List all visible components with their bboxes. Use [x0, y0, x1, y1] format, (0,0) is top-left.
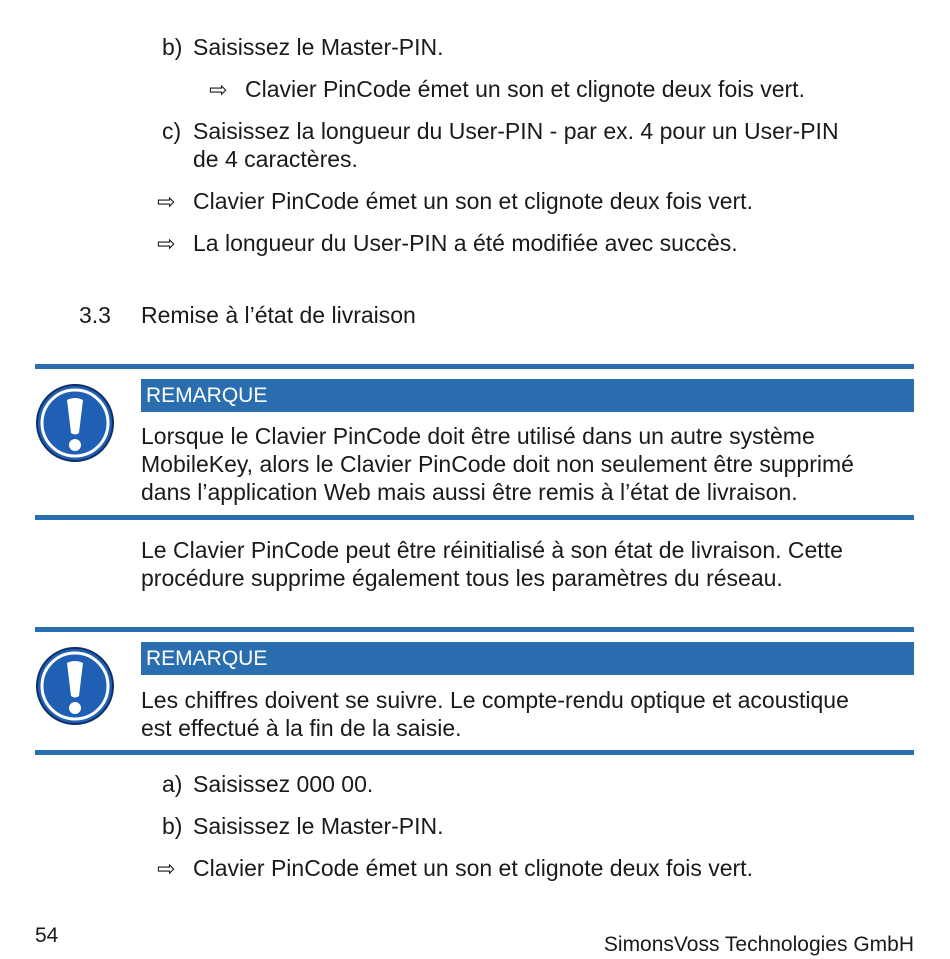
step-b-top: [162, 33, 444, 61]
notice-line: dans l’application Web mais aussi être remis à l’état de livraison.: [141, 479, 798, 505]
step-c: [162, 117, 839, 145]
paragraph-line: Le Clavier PinCode peut être réinitialisé à son état de livraison. Cette: [141, 537, 843, 563]
result-text: Clavier PinCode émet un son et clignote deux fois vert.: [193, 188, 753, 214]
step-marker: c): [162, 118, 182, 144]
step-c-continuation: de 4 caractères.: [193, 146, 358, 172]
notice-line: Les chiffres doivent se suivre. Le compte-rendu optique et acoustique: [141, 687, 849, 713]
exclamation-icon: [35, 383, 115, 463]
notice-line: est effectué à la fin de la saisie.: [141, 715, 462, 741]
section-number: 3.3: [79, 302, 111, 328]
result-text: La longueur du User-PIN a été modifiée avec succès.: [193, 230, 738, 256]
result-arrow-icon: ⇨: [157, 231, 176, 256]
notice-top-rule: [35, 627, 914, 632]
section-heading: [79, 301, 416, 329]
notice-bottom-rule: [35, 515, 914, 520]
step-text: Saisissez le Master-PIN.: [193, 34, 444, 60]
notice-top-rule: [35, 364, 914, 369]
footer-company: SimonsVoss Technologies GmbH: [603, 933, 914, 956]
step-result: [209, 75, 805, 104]
step-text: Saisissez 000 00.: [193, 771, 374, 797]
step-text: Saisissez la longueur du User-PIN - par ex. 4 pour un User-PIN: [193, 118, 839, 144]
result-text: Clavier PinCode émet un son et clignote deux fois vert.: [245, 76, 805, 102]
section-title: Remise à l’état de livraison: [141, 302, 416, 328]
step-text: Saisissez le Master-PIN.: [193, 813, 444, 839]
notice-bottom-rule: [35, 750, 914, 755]
step-result: [157, 229, 738, 258]
result-text: Clavier PinCode émet un son et clignote deux fois vert.: [193, 855, 753, 881]
notice-text: [141, 686, 931, 742]
result-arrow-icon: ⇨: [209, 77, 228, 102]
step-marker: b): [162, 813, 183, 839]
notice-line: MobileKey, alors le Clavier PinCode doit non seulement être supprimé: [141, 451, 854, 477]
notice-line: Lorsque le Clavier PinCode doit être utilisé dans un autre système: [141, 423, 815, 449]
notice-label: REMARQUE: [141, 379, 914, 412]
body-paragraph: [141, 536, 931, 592]
exclamation-icon: [35, 646, 115, 726]
step-result: [157, 854, 753, 883]
notice-text: [141, 422, 931, 506]
step-b-bottom: [162, 812, 444, 840]
paragraph-line: procédure supprime également tous les paramètres du réseau.: [141, 565, 783, 591]
step-marker: b): [162, 34, 183, 60]
step-a: [162, 770, 373, 798]
result-arrow-icon: ⇨: [157, 189, 176, 214]
step-result: [157, 187, 753, 216]
result-arrow-icon: ⇨: [157, 856, 176, 881]
step-marker: a): [162, 771, 183, 797]
page-number: 54: [35, 924, 59, 947]
notice-label: REMARQUE: [141, 642, 914, 675]
